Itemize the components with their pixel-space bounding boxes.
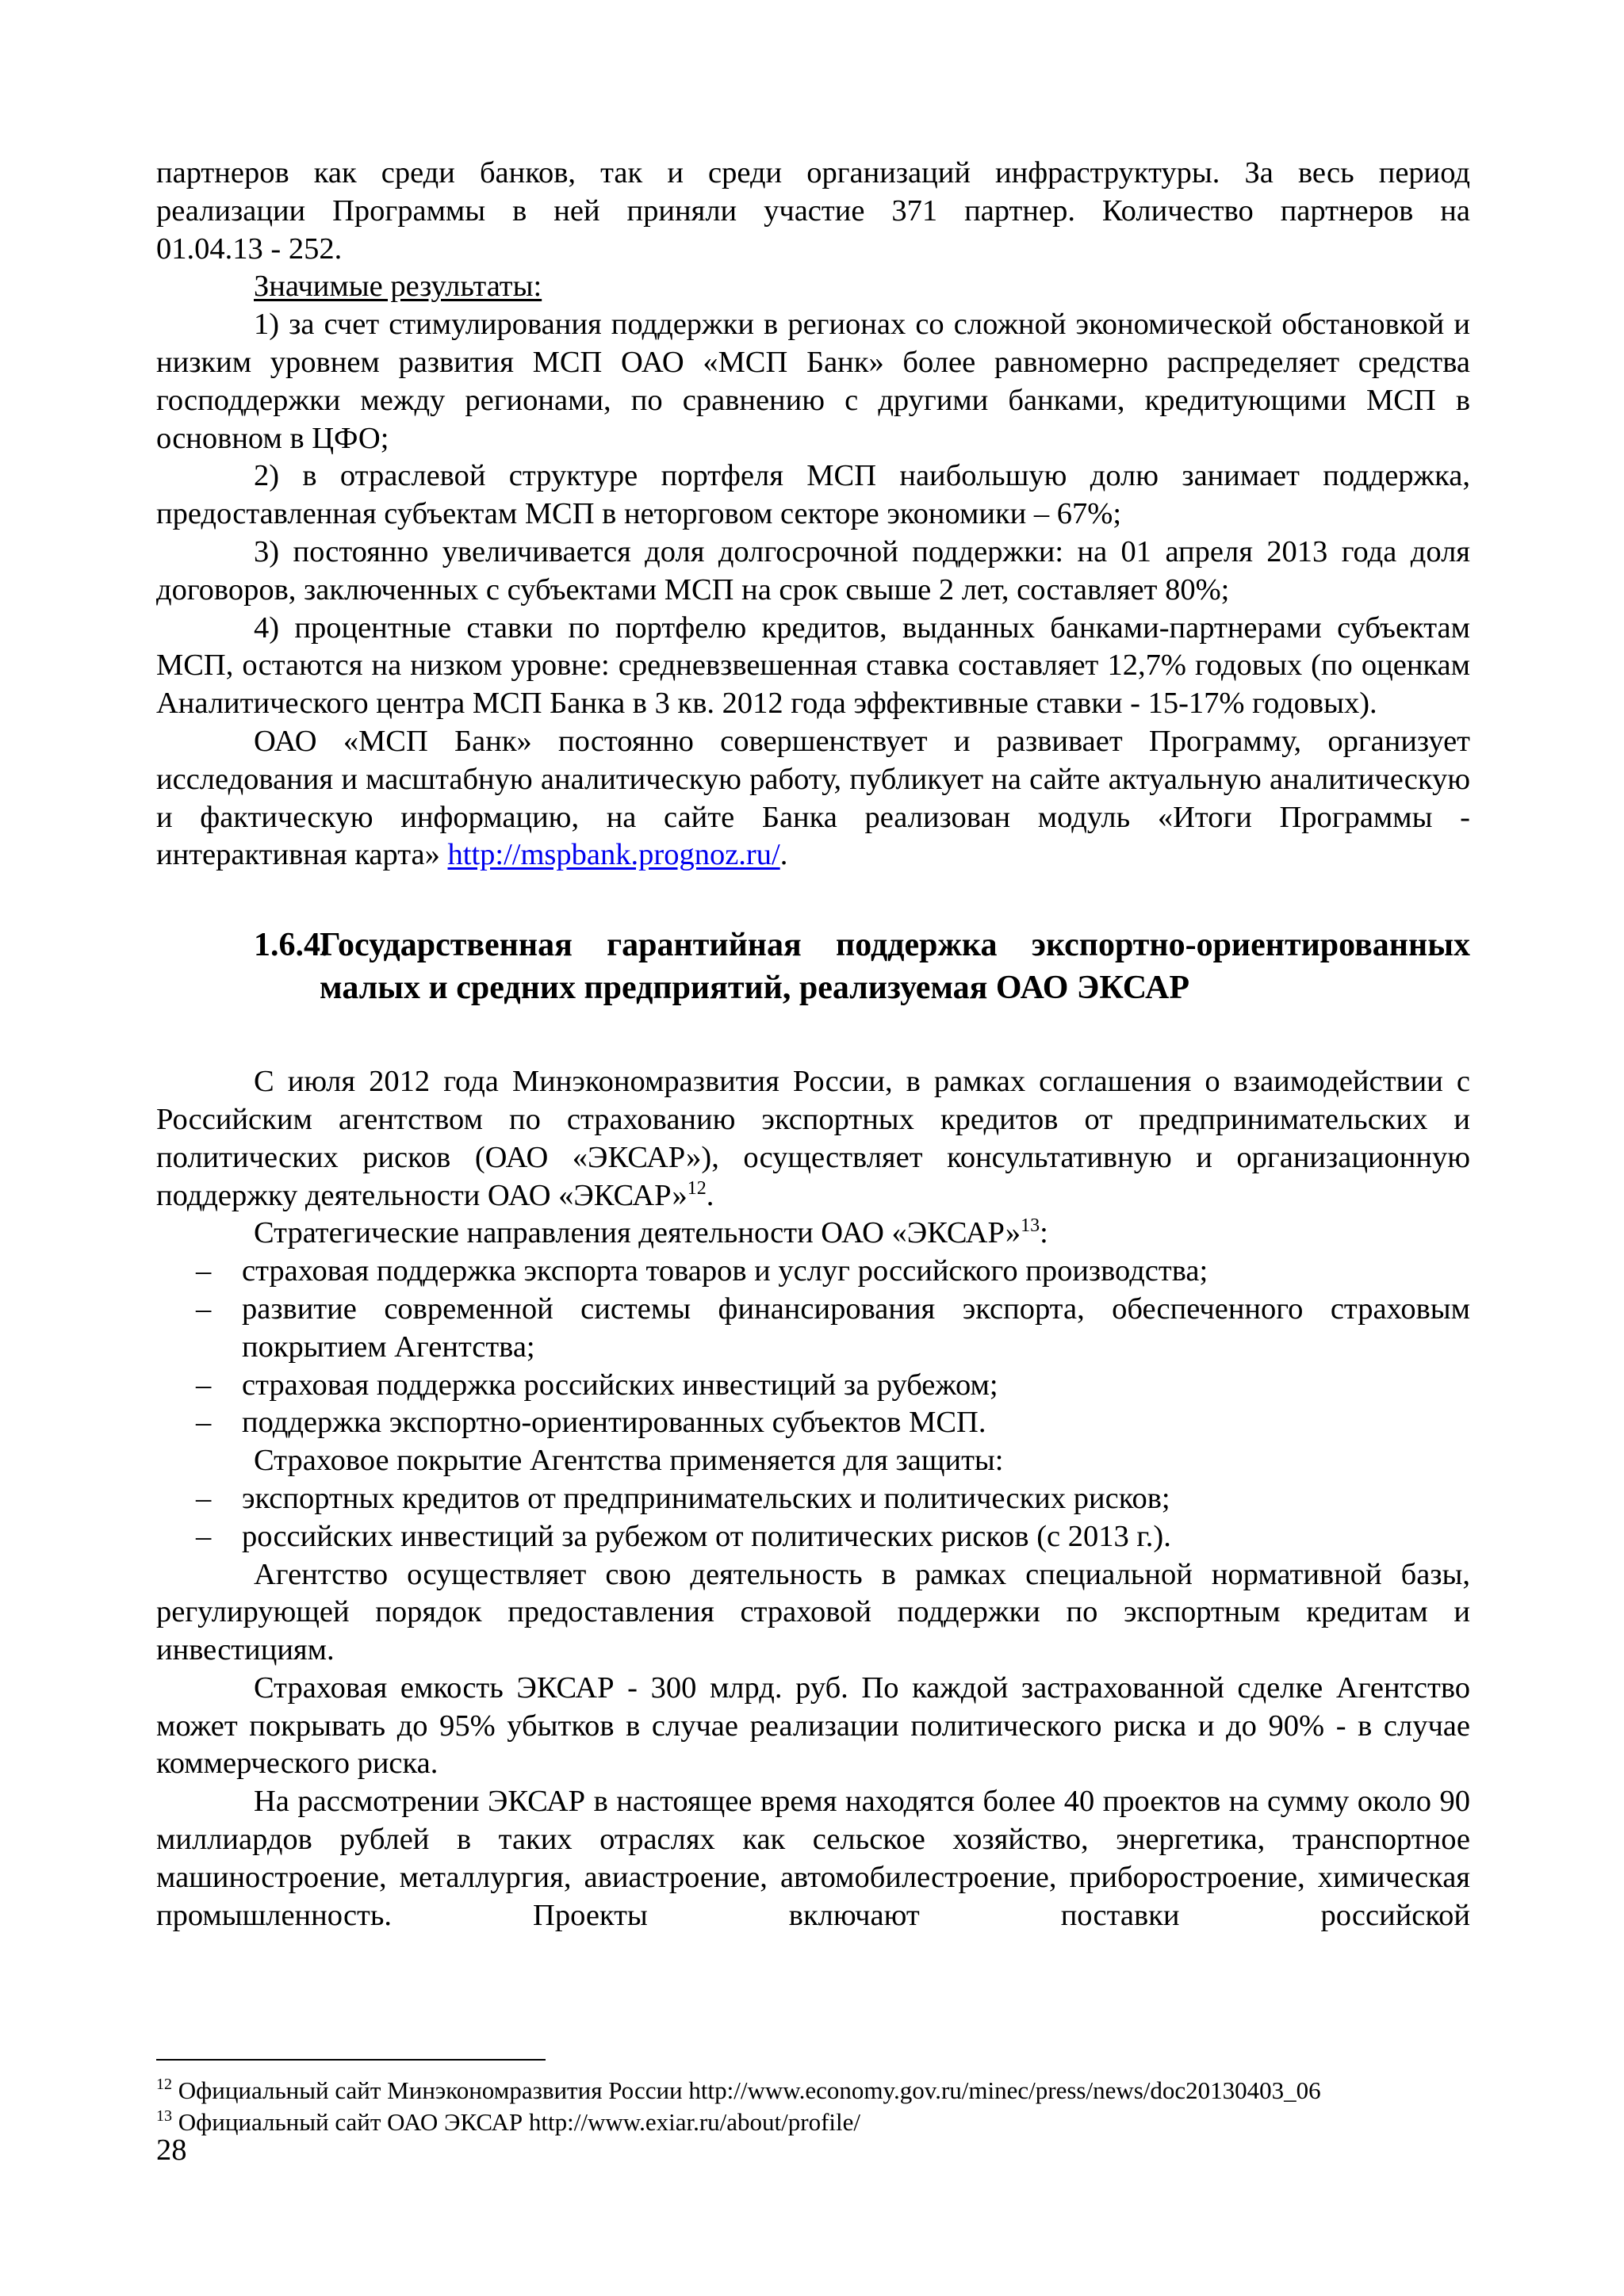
continuation-line: партнеров как среди банков, так и среди организаций инфраструктуры. За весь период	[156, 156, 1470, 189]
directions-lead: Стратегические направления деятельности ОАО «ЭКСАР»$^{13}$:	[254, 1215, 1048, 1250]
continuation-line: 01.04.13 - 252.	[156, 232, 343, 266]
intro-paragraph: С июля 2012 года Минэкономразвития России, в рамках соглашения о взаимодействии с Российским агентством по страхованию экспортных кредитов от предпринимательских и политических рисков (ОАО «ЭКСАР»), осуществляет консультативную и организационную поддержку деятельности ОАО «ЭКСАР»$^{12}$.	[156, 1065, 1470, 1212]
results-heading: Значимые результаты:	[254, 270, 542, 304]
footnote-13: $^{13}$ Официальный сайт ОАО ЭКСАР http://www.exiar.ru/about/profile/	[156, 2107, 860, 2136]
section-number: 1.6.4.	[254, 927, 329, 964]
result-item-2: 2) в отраслевой структуре портфеля МСП наибольшую долю занимает поддержка, предоставленная субъектам МСП в неторговом секторе экономики – 67%;	[156, 459, 1470, 531]
paragraph: Страховая емкость ЭКСАР - 300 млрд. руб. По каждой застрахованной сделке Агентство может покрывать до 95% убытков в случае реализации политического риска и до 90% - в случае коммерческого риска.	[156, 1670, 1470, 1781]
list-item: – российских инвестиций за рубежом от политических рисков (с 2013 г.).	[156, 1518, 1470, 1556]
dash-bullet: –	[196, 1368, 212, 1402]
result-item-4: 4) процентные ставки по портфелю кредитов, выданных банками-партнерами субъектам МСП, остаются на низком уровне: средневзвешенная ставка составляет 12,7% годовых (по оценкам Аналитического центра МСП Банка в 3 кв. 2012 года эффективные ставки - 15-17% годовых).	[156, 610, 1470, 721]
main-text	[156, 155, 1470, 1934]
dash-bullet: –	[196, 1406, 212, 1440]
footnote-12: $^{12}$ Официальный сайт Минэкономразвития России http://www.economy.gov.ru/minec/press/news/doc20130403_06	[156, 2076, 1321, 2104]
list-item: – развитие современной системы финансирования экспорта, обеспеченного страховым покрытием Агентства;	[156, 1291, 1470, 1367]
footnote-separator	[156, 2059, 546, 2061]
coverage-lead: Страховое покрытие Агентства применяется для защиты:	[254, 1444, 1004, 1478]
list-item: – поддержка экспортно-ориентированных субъектов МСП.	[156, 1404, 1470, 1442]
dash-bullet: –	[196, 1292, 212, 1326]
mspbank-link[interactable]: http://mspbank.prognoz.ru/	[447, 838, 780, 872]
footnote-ref-13[interactable]: 13	[1021, 1215, 1040, 1237]
page-number: 28	[156, 2133, 187, 2167]
program-paragraph: ОАО «МСП Банк» постоянно совершенствует и развивает Программу, организует исследования и масштабную аналитическую работу, публикует на сайте актуальную аналитическую и фактическую информацию, на сайте Банка реализован модуль «Итоги Программы - интерактивная карта» http://mspbank.prognoz.ru/.	[156, 724, 1470, 872]
continuation-line: реализации Программы в ней приняли участие 371 партнер. Количество партнеров на	[156, 193, 1470, 228]
dash-bullet: –	[196, 1519, 212, 1553]
dash-bullet: –	[196, 1481, 212, 1515]
paragraph: На рассмотрении ЭКСАР в настоящее время находятся более 40 проектов на сумму около 90 миллиардов рублей в таких отраслях как сельское хозяйство, энергетика, транспортное машиностроение, металлургия, авиастроение, автомобилестроение, приборостроение, химическая промышленность. Проекты включают поставки российской	[156, 1785, 1470, 1932]
footnote-ref-12[interactable]: 12	[687, 1177, 707, 1199]
section-heading	[156, 924, 1470, 1009]
result-item-1: 1) за счет стимулирования поддержки в регионах со сложной экономической обстановкой и низким уровнем развития МСП ОАО «МСП Банк» более равномерно распределяет средства господдержки между регионами, по сравнению с другими банками, кредитующими МСП в основном в ЦФО;	[156, 308, 1470, 455]
list-item: – экспортных кредитов от предпринимательских и политических рисков;	[156, 1480, 1470, 1518]
list-item: – страховая поддержка российских инвестиций за рубежом;	[156, 1367, 1470, 1405]
section-title: Государственная гарантийная поддержка экспортно-ориентированных малых и средних предприятий, реализуемая ОАО ЭКСАР	[320, 927, 1470, 1007]
list-item: – страховая поддержка экспорта товаров и услуг российского производства;	[156, 1253, 1470, 1291]
footnotes	[156, 2075, 1504, 2138]
dash-bullet: –	[196, 1254, 212, 1288]
result-item-3: 3) постоянно увеличивается доля долгосрочной поддержки: на 01 апреля 2013 года доля договоров, заключенных с субъектами МСП на срок свыше 2 лет, составляет 80%;	[156, 534, 1470, 607]
paragraph: Агентство осуществляет свою деятельность в рамках специальной нормативной базы, регулирующей порядок предоставления страховой поддержки по экспортным кредитам и инвестициям.	[156, 1557, 1470, 1667]
